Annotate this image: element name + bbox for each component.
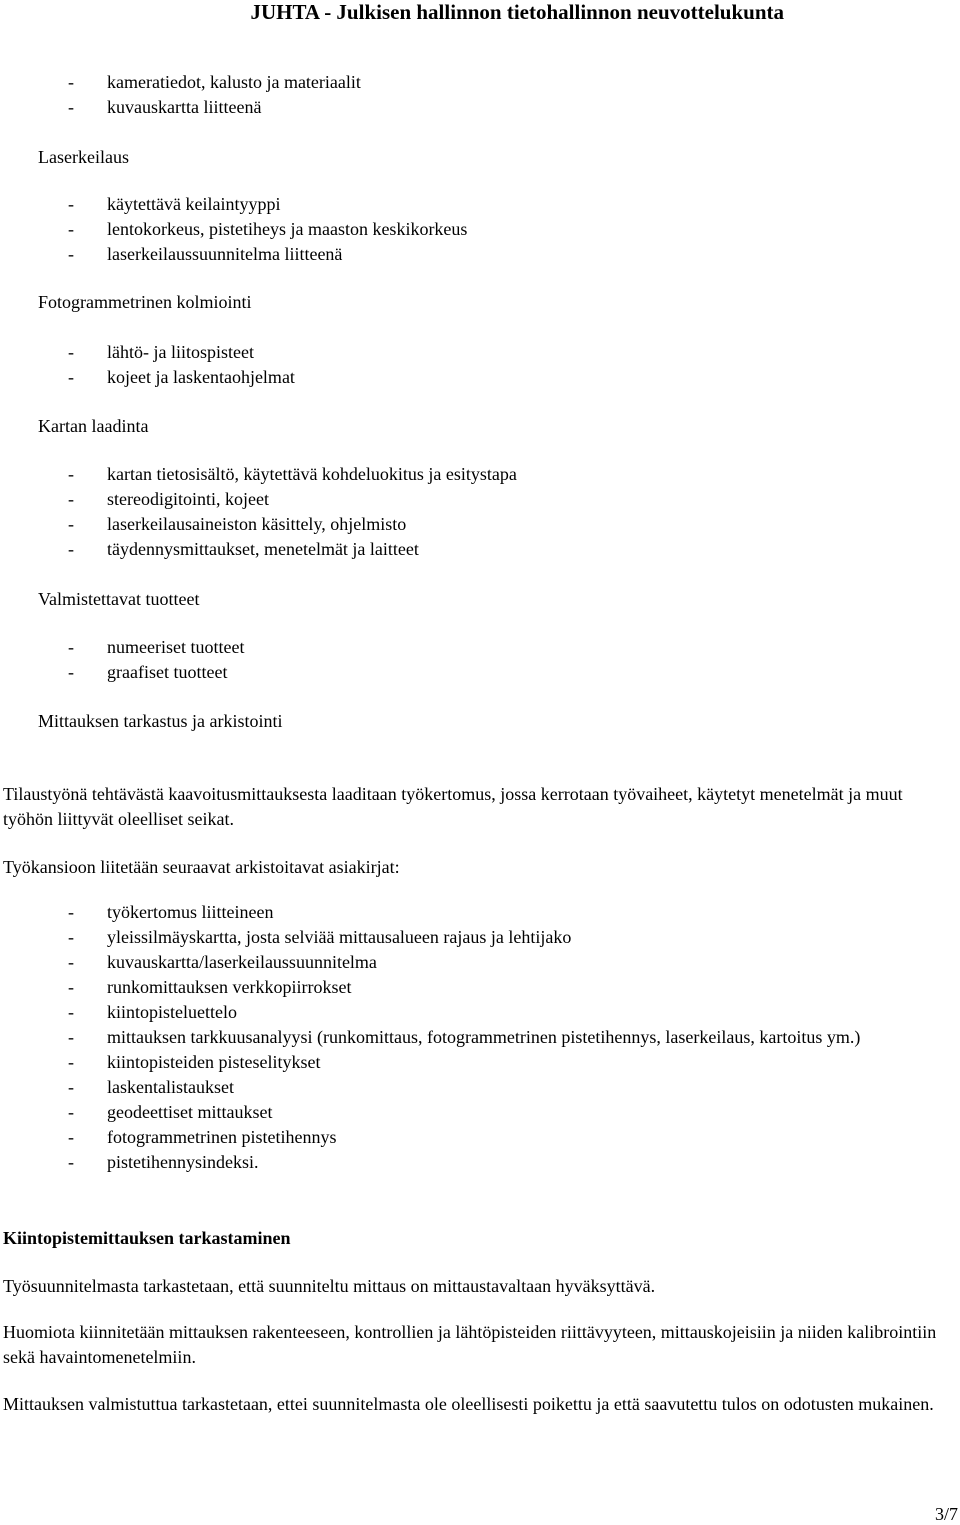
equipment-list <box>0 70 960 120</box>
list-item: - numeeriset tuotteet <box>68 637 245 657</box>
list-item: - laserkeilausaineiston käsittely, ohjelmisto <box>68 514 407 534</box>
laser-list <box>0 192 960 267</box>
list-item: - kuvauskartta liitteenä <box>68 97 262 117</box>
list-item: - laserkeilaussuunnitelma liitteenä <box>68 244 343 264</box>
section-heading-laserkeilaus: Laserkeilaus <box>38 147 129 167</box>
list-item: - graafiset tuotteet <box>68 662 228 682</box>
section-heading-arkistointi: Mittauksen tarkastus ja arkistointi <box>38 711 283 731</box>
archive-document-list <box>0 900 960 1175</box>
list-item: - lähtö- ja liitospisteet <box>68 342 254 362</box>
section-heading-kartta: Kartan laadinta <box>38 416 149 436</box>
list-item: - lentokorkeus, pistetiheys ja maaston keskikorkeus <box>68 219 468 239</box>
list-item: - kojeet ja laskentaohjelmat <box>68 367 295 387</box>
page-number: 3/7 <box>934 1504 958 1524</box>
list-item: - runkomittauksen verkkopiirrokset <box>68 977 352 997</box>
list-item: - stereodigitointi, kojeet <box>68 489 269 509</box>
list-item: - fotogrammetrinen pistetihennys <box>68 1127 337 1147</box>
list-item: - yleissilmäyskartta, josta selviää mittausalueen rajaus ja lehtijako <box>68 927 572 947</box>
list-item: - kuvauskartta/laserkeilaussuunnitelma <box>68 952 377 972</box>
tuotteet-list <box>0 635 960 685</box>
foto-list <box>0 340 960 390</box>
list-item: - kiintopisteluettelo <box>68 1002 237 1022</box>
list-item: - kameratiedot, kalusto ja materiaalit <box>68 72 361 92</box>
list-item: - kiintopisteiden pisteselitykset <box>68 1052 321 1072</box>
document-header: JUHTA - Julkisen hallinnon tietohallinnon neuvottelukunta <box>250 0 784 24</box>
heading-kiintopistemittaus: Kiintopistemittauksen tarkastaminen <box>3 1228 291 1248</box>
paragraph-valmistuttua: Mittauksen valmistuttua tarkastetaan, ettei suunnitelmasta ole oleellisesti poikettu ja että saavutettu tulos on odotusten mukainen. <box>3 1394 934 1414</box>
list-item: - täydennysmittaukset, menetelmät ja laitteet <box>68 539 419 559</box>
list-item: - laskentalistaukset <box>68 1077 234 1097</box>
section-heading-fotogrammetrinen: Fotogrammetrinen kolmiointi <box>38 292 252 312</box>
paragraph-tyokertomus: Tilaustyönä tehtävästä kaavoitusmittauksesta laaditaan työkertomus, jossa kerrotaan työvaiheet, käytetyt menetelmät ja muut työhön liittyvät oleelliset seikat. <box>3 784 903 829</box>
list-item: - kartan tietosisältö, käytettävä kohdeluokitus ja esitystapa <box>68 464 517 484</box>
list-item: - mittauksen tarkkuusanalyysi (runkomittaus, fotogrammetrinen pistetihennys, laserkeilaus, kartoitus ym.) <box>68 1027 861 1047</box>
paragraph-tyosuunnitelma: Työsuunnitelmasta tarkastetaan, että suunniteltu mittaus on mittaustavaltaan hyväksyttävä. <box>3 1276 656 1296</box>
kartta-list <box>0 462 960 562</box>
list-item: - pistetihennysindeksi. <box>68 1152 259 1172</box>
list-item: - käytettävä keilaintyyppi <box>68 194 281 214</box>
paragraph-tyokansio: Työkansioon liitetään seuraavat arkistoitavat asiakirjat: <box>3 857 400 877</box>
paragraph-huomiota: Huomiota kiinnitetään mittauksen rakenteeseen, kontrollien ja lähtöpisteiden riittävyyteen, mittauskojeisiin ja niiden kalibrointiin sekä havaintomenetelmiin. <box>3 1322 937 1367</box>
list-item: - geodeettiset mittaukset <box>68 1102 273 1122</box>
section-heading-tuotteet: Valmistettavat tuotteet <box>38 589 200 609</box>
list-item: - työkertomus liitteineen <box>68 902 274 922</box>
